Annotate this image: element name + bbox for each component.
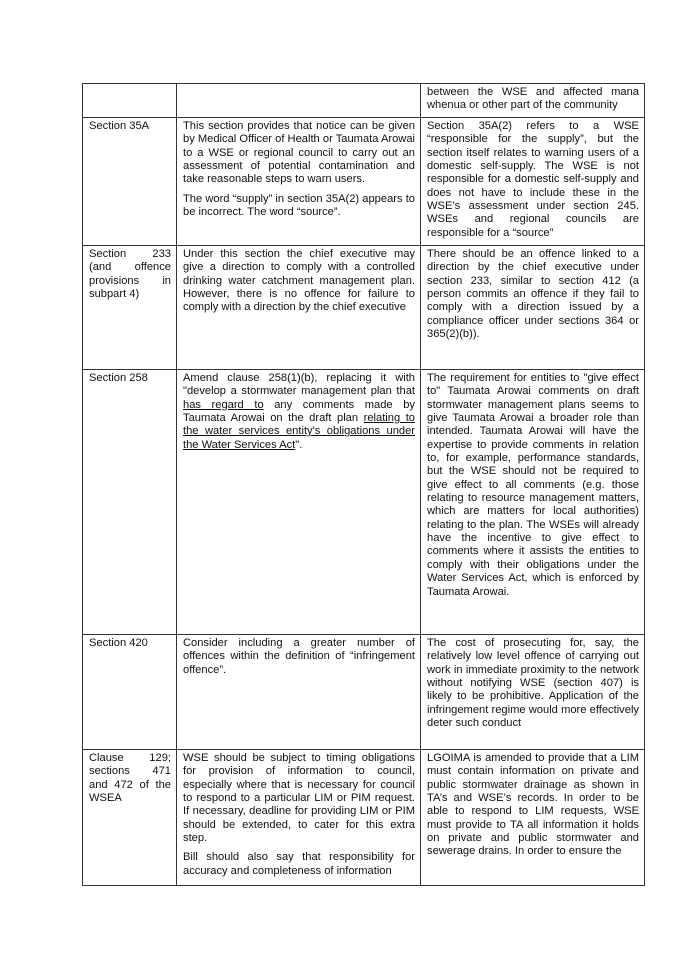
reason-cell: There should be an offence linked to a direction by the chief executive under section 233, similar to section 412 (a person commits an offence if they fail to comply with a direction issued by a compliance officer under sections 364 or 365(2)(b)). — [421, 246, 645, 370]
comment-cell — [177, 84, 421, 118]
reason-cell: LGOIMA is amended to provide that a LIM must contain information on private and public stormwater drainage as shown in TA’s and WSE’s records. In order to be able to respond to LIM requests, WSE must provide to TA all information it holds on private and public stormwater and sewerage drains. In order to ensure the — [421, 750, 645, 886]
comment-cell — [177, 118, 421, 246]
section-cell — [83, 84, 177, 118]
comment-cell — [177, 370, 421, 635]
comment-text: any comments made by Taumata Arowai on the draft plan — [183, 398, 415, 425]
underlined-amendment: relating to the water services entity's obligations under the Water Services Act — [183, 412, 415, 451]
reason-cell: Section 35A(2) refers to a WSE “responsible for the supply”, but the section itself relates to warning users of a domestic self-supply. The WSE is not responsible for a domestic self-supply and does not have to include these in the WSE’s assessment under section 245. WSEs and regional councils are responsible for a “source” — [421, 118, 645, 246]
underlined-amendment: has regard to — [183, 398, 264, 411]
table-row — [83, 246, 645, 370]
comment-text: Amend clause 258(1)(b), replacing it with "develop a stormwater management plan that — [183, 372, 415, 398]
table-row — [83, 84, 645, 118]
reason-cell: The cost of prosecuting for, say, the relatively low level offence of carrying out work in immediate proximity to the network without notifying WSE (section 407) is likely to be prohibitive. Application of the infringement regime would more effectively deter such conduct — [421, 635, 645, 750]
comment-paragraph: WSE should be subject to timing obligations for provision of information to council, especially where that is necessary for council to respond to a particular LIM or PIM request. If necessary, deadline for providing LIM or PIM should be extended, to cater for this extra step. — [183, 752, 415, 845]
section-cell: Section 233 (and offence provisions in subpart 4) — [83, 246, 177, 370]
comment-paragraph: This section provides that notice can be given by Medical Officer of Health or Taumata Arowai to a WSE or regional council to carry out an assessment of potential contamination and take reasonable steps to warn users. — [183, 120, 415, 186]
submission-table — [82, 83, 645, 886]
comment-text: ". — [295, 438, 303, 451]
comment-paragraph: Bill should also say that responsibility for accuracy and completeness of information — [183, 851, 415, 877]
reason-cell: between the WSE and affected mana whenua or other part of the community — [421, 84, 645, 118]
table-row — [83, 370, 645, 635]
comment-paragraph: The word “supply” in section 35A(2) appears to be incorrect. The word “source”. — [183, 192, 415, 219]
table-row — [83, 635, 645, 750]
table-row — [83, 118, 645, 246]
reason-cell: The requirement for entities to "give effect to" Taumata Arowai comments on draft stormwater management plans seems to give Taumata Arowai a broader role than intended. Taumata Arowai will have the expertise to provide comments in relation to, for example, performance standards, but the WSE should not be required to give effect to all comments (e.g. those relating to resource management matters, which are matters for local authorities) relating to the plan. The WSEs will already have the incentive to give effect to comments where it assists the entities to comply with their obligations under the Water Services Act, which is enforced by Taumata Arowai. — [421, 370, 645, 635]
comment-cell — [177, 750, 421, 886]
comment-cell: Under this section the chief executive may give a direction to comply with a controlled drinking water catchment management plan. However, there is no offence for failure to comply with a direction by the chief executive — [177, 246, 421, 370]
section-cell: Section 258 — [83, 370, 177, 635]
section-cell: Clause 129; sections 471 and 472 of the WSEA — [83, 750, 177, 886]
table-row — [83, 750, 645, 886]
section-cell: Section 35A — [83, 118, 177, 246]
comment-cell: Consider including a greater number of offences within the definition of “infringement offence”. — [177, 635, 421, 750]
section-cell: Section 420 — [83, 635, 177, 750]
